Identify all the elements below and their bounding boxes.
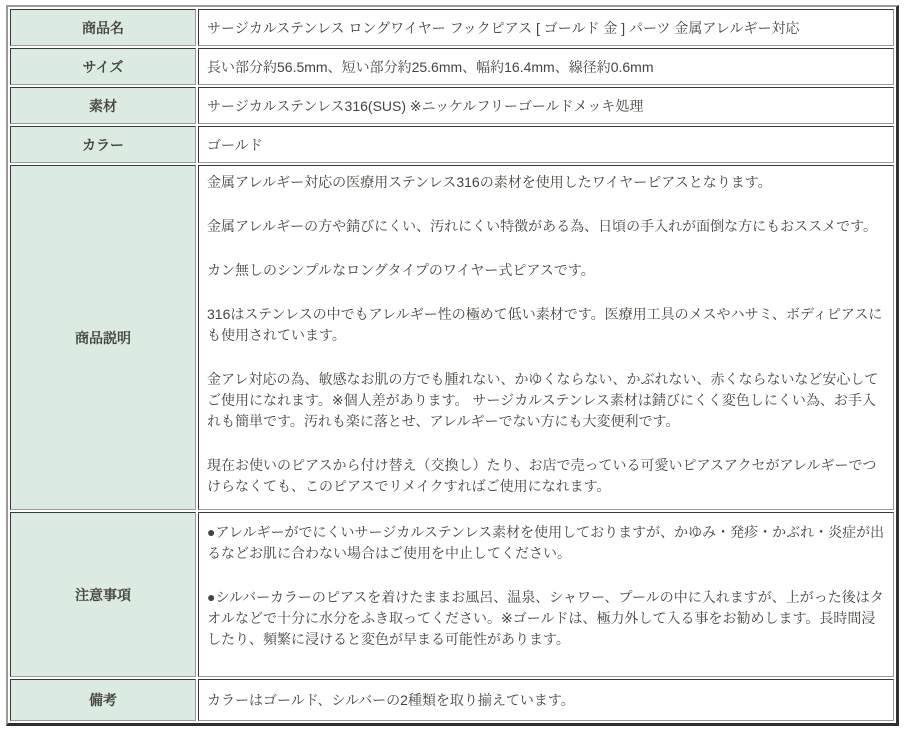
description-paragraph: 金アレ対応の為、敏感なお肌の方でも腫れない、かゆくならない、かぶれない、赤くならないなど安心してご使用になれます。※個人差があります。 サージカルステンレス素材は錆びにくく変色しにくい為、お手入れも簡単です。汚れも楽に落とせ、アレルギーでない方にも大変便利です。 bbox=[207, 371, 879, 429]
description-paragraph: 現在お使いのピアスから付け替え（交換し）たり、お店で売っている可愛いピアスアクセがアレルギーでつけらなくても、このピアスでリメイクすればご使用になれます。 bbox=[207, 457, 877, 494]
row-label-size: サイズ bbox=[10, 48, 196, 85]
table-row-product-name bbox=[10, 9, 894, 46]
row-value-product-name: サージカルステンレス ロングワイヤー フックピアス [ ゴールド 金 ] パーツ 金属アレルギー対応 bbox=[198, 9, 894, 46]
row-value-caution bbox=[198, 512, 894, 677]
row-value-size: 長い部分約56.5mm、短い部分約25.6mm、幅約16.4mm、線径約0.6mm bbox=[198, 48, 894, 85]
product-spec-table bbox=[6, 5, 899, 726]
row-label-product-name: 商品名 bbox=[10, 9, 196, 46]
row-label-material: 素材 bbox=[10, 87, 196, 124]
table-row-color bbox=[10, 126, 894, 163]
row-label-caution: 注意事項 bbox=[10, 512, 196, 677]
description-paragraph: 金属アレルギー対応の医療用ステンレス316の素材を使用したワイヤーピアスとなります。 bbox=[207, 174, 772, 190]
row-label-color: カラー bbox=[10, 126, 196, 163]
description-paragraph: 316はステンレスの中でもアレルギー性の極めて低い素材です。医療用工具のメスやハサミ、ボディピアスにも使用されています。 bbox=[207, 306, 883, 343]
table-row-description bbox=[10, 165, 894, 510]
row-value-remarks: カラーはゴールド、シルバーの2種類を取り揃えています。 bbox=[198, 679, 894, 721]
table-row-size bbox=[10, 48, 894, 85]
caution-paragraph: ●アレルギーがでにくいサージカルステンレス素材を使用しておりますが、かゆみ・発疹・かぶれ・炎症が出るなどお肌に合わない場合はご使用を中止してください。 bbox=[207, 524, 885, 561]
row-value-color: ゴールド bbox=[198, 126, 894, 163]
table-row-caution bbox=[10, 512, 894, 677]
description-paragraph: 金属アレルギーの方や錆びにくい、汚れにくい特徴がある為、日頃の手入れが面倒な方にもおススメです。 bbox=[207, 218, 877, 234]
row-label-description: 商品説明 bbox=[10, 165, 196, 510]
table-row-material bbox=[10, 87, 894, 124]
caution-paragraph: ●シルバーカラーのピアスを着けたままお風呂、温泉、シャワー、プールの中に入れますが、上がった後はタオルなどで十分に水分をふき取ってください。※ゴールドは、極力外して入る事をお勧めします。長時間浸したり、頻繁に浸けると変色が早まる可能性があります。 bbox=[207, 589, 884, 647]
row-label-remarks: 備考 bbox=[10, 679, 196, 721]
table-row-remarks bbox=[10, 679, 894, 721]
row-value-material: サージカルステンレス316(SUS) ※ニッケルフリーゴールドメッキ処理 bbox=[198, 87, 894, 124]
description-paragraph: カン無しのシンプルなロングタイプのワイヤー式ピアスです。 bbox=[207, 262, 595, 278]
row-value-description bbox=[198, 165, 894, 510]
